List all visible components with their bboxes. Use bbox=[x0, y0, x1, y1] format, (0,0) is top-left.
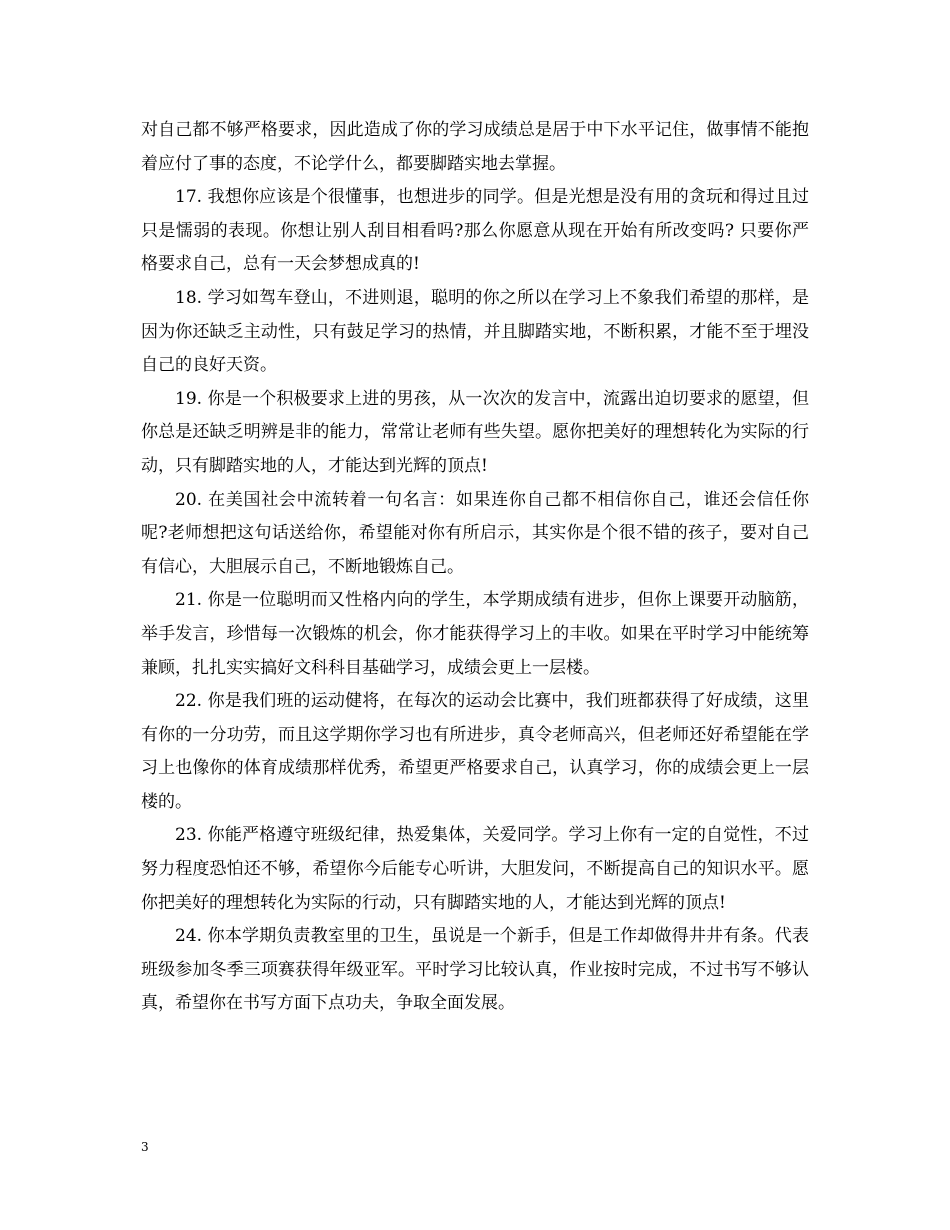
paragraph-comment-23: 23. 你能严格遵守班级纪律，热爱集体，关爱同学。学习上你有一定的自觉性，不过努力程度恐怕还不够，希望你今后能专心听讲，大胆发问，不断提高自己的知识水平。愿你把美好的理想转化为实际的行动，只有脚踏实地的人，才能达到光辉的顶点! bbox=[141, 825, 809, 913]
paragraph-comment-17: 17. 我想你应该是个很懂事，也想进步的同学。但是光想是没有用的贪玩和得过且过只是懦弱的表现。你想让别人刮目相看吗?那么你愿意从现在开始有所改变吗? 只要你严格要求自己，总有一天会梦想成真的! bbox=[141, 187, 809, 275]
paragraph-continuation: 对自己都不够严格要求，因此造成了你的学习成绩总是居于中下水平记住，做事情不能抱着应付了事的态度，不论学什么，都要脚踏实地去掌握。 bbox=[141, 120, 809, 174]
paragraph-comment-24: 24. 你本学期负责教室里的卫生，虽说是一个新手，但是工作却做得井井有条。代表班级参加冬季三项赛获得年级亚军。平时学习比较认真，作业按时完成，不过书写不够认真，希望你在书写方面下点功夫，争取全面发展。 bbox=[141, 926, 809, 1014]
paragraph-comment-18: 18. 学习如驾车登山，不进则退，聪明的你之所以在学习上不象我们希望的那样，是因为你还缺乏主动性，只有鼓足学习的热情，并且脚踏实地，不断积累，才能不至于埋没自己的良好天资。 bbox=[141, 287, 809, 376]
document-body bbox=[141, 114, 809, 1021]
page-number: 3 bbox=[141, 1140, 149, 1154]
paragraph-comment-22: 22. 你是我们班的运动健将，在每次的运动会比赛中，我们班都获得了好成绩，这里有你的一分功劳，而且这学期你学习也有所进步，真令老师高兴，但老师还好希望能在学习上也像你的体育成绩那样优秀，希望更严格要求自己，认真学习，你的成绩会更上一层楼的。 bbox=[141, 691, 809, 812]
paragraph-comment-19: 19. 你是一个积极要求上进的男孩，从一次次的发言中，流露出迫切要求的愿望，但你总是还缺乏明辨是非的能力，常常让老师有些失望。愿你把美好的理想转化为实际的行动，只有脚踏实地的人，才能达到光辉的顶点! bbox=[141, 388, 809, 476]
paragraph-comment-20: 20. 在美国社会中流转着一句名言：如果连你自己都不相信你自己，谁还会信任你呢?老师想把这句话送给你，希望能对你有所启示，其实你是个很不错的孩子，要对自己有信心，大胆展示自己，不断地锻炼自己。 bbox=[141, 489, 809, 577]
paragraph-comment-21: 21. 你是一位聪明而又性格内向的学生，本学期成绩有进步，但你上课要开动脑筋，举手发言，珍惜每一次锻炼的机会，你才能获得学习上的丰收。如果在平时学习中能统筹兼顾，扎扎实实搞好文科科目基础学习，成绩会更上一层楼。 bbox=[141, 590, 809, 678]
